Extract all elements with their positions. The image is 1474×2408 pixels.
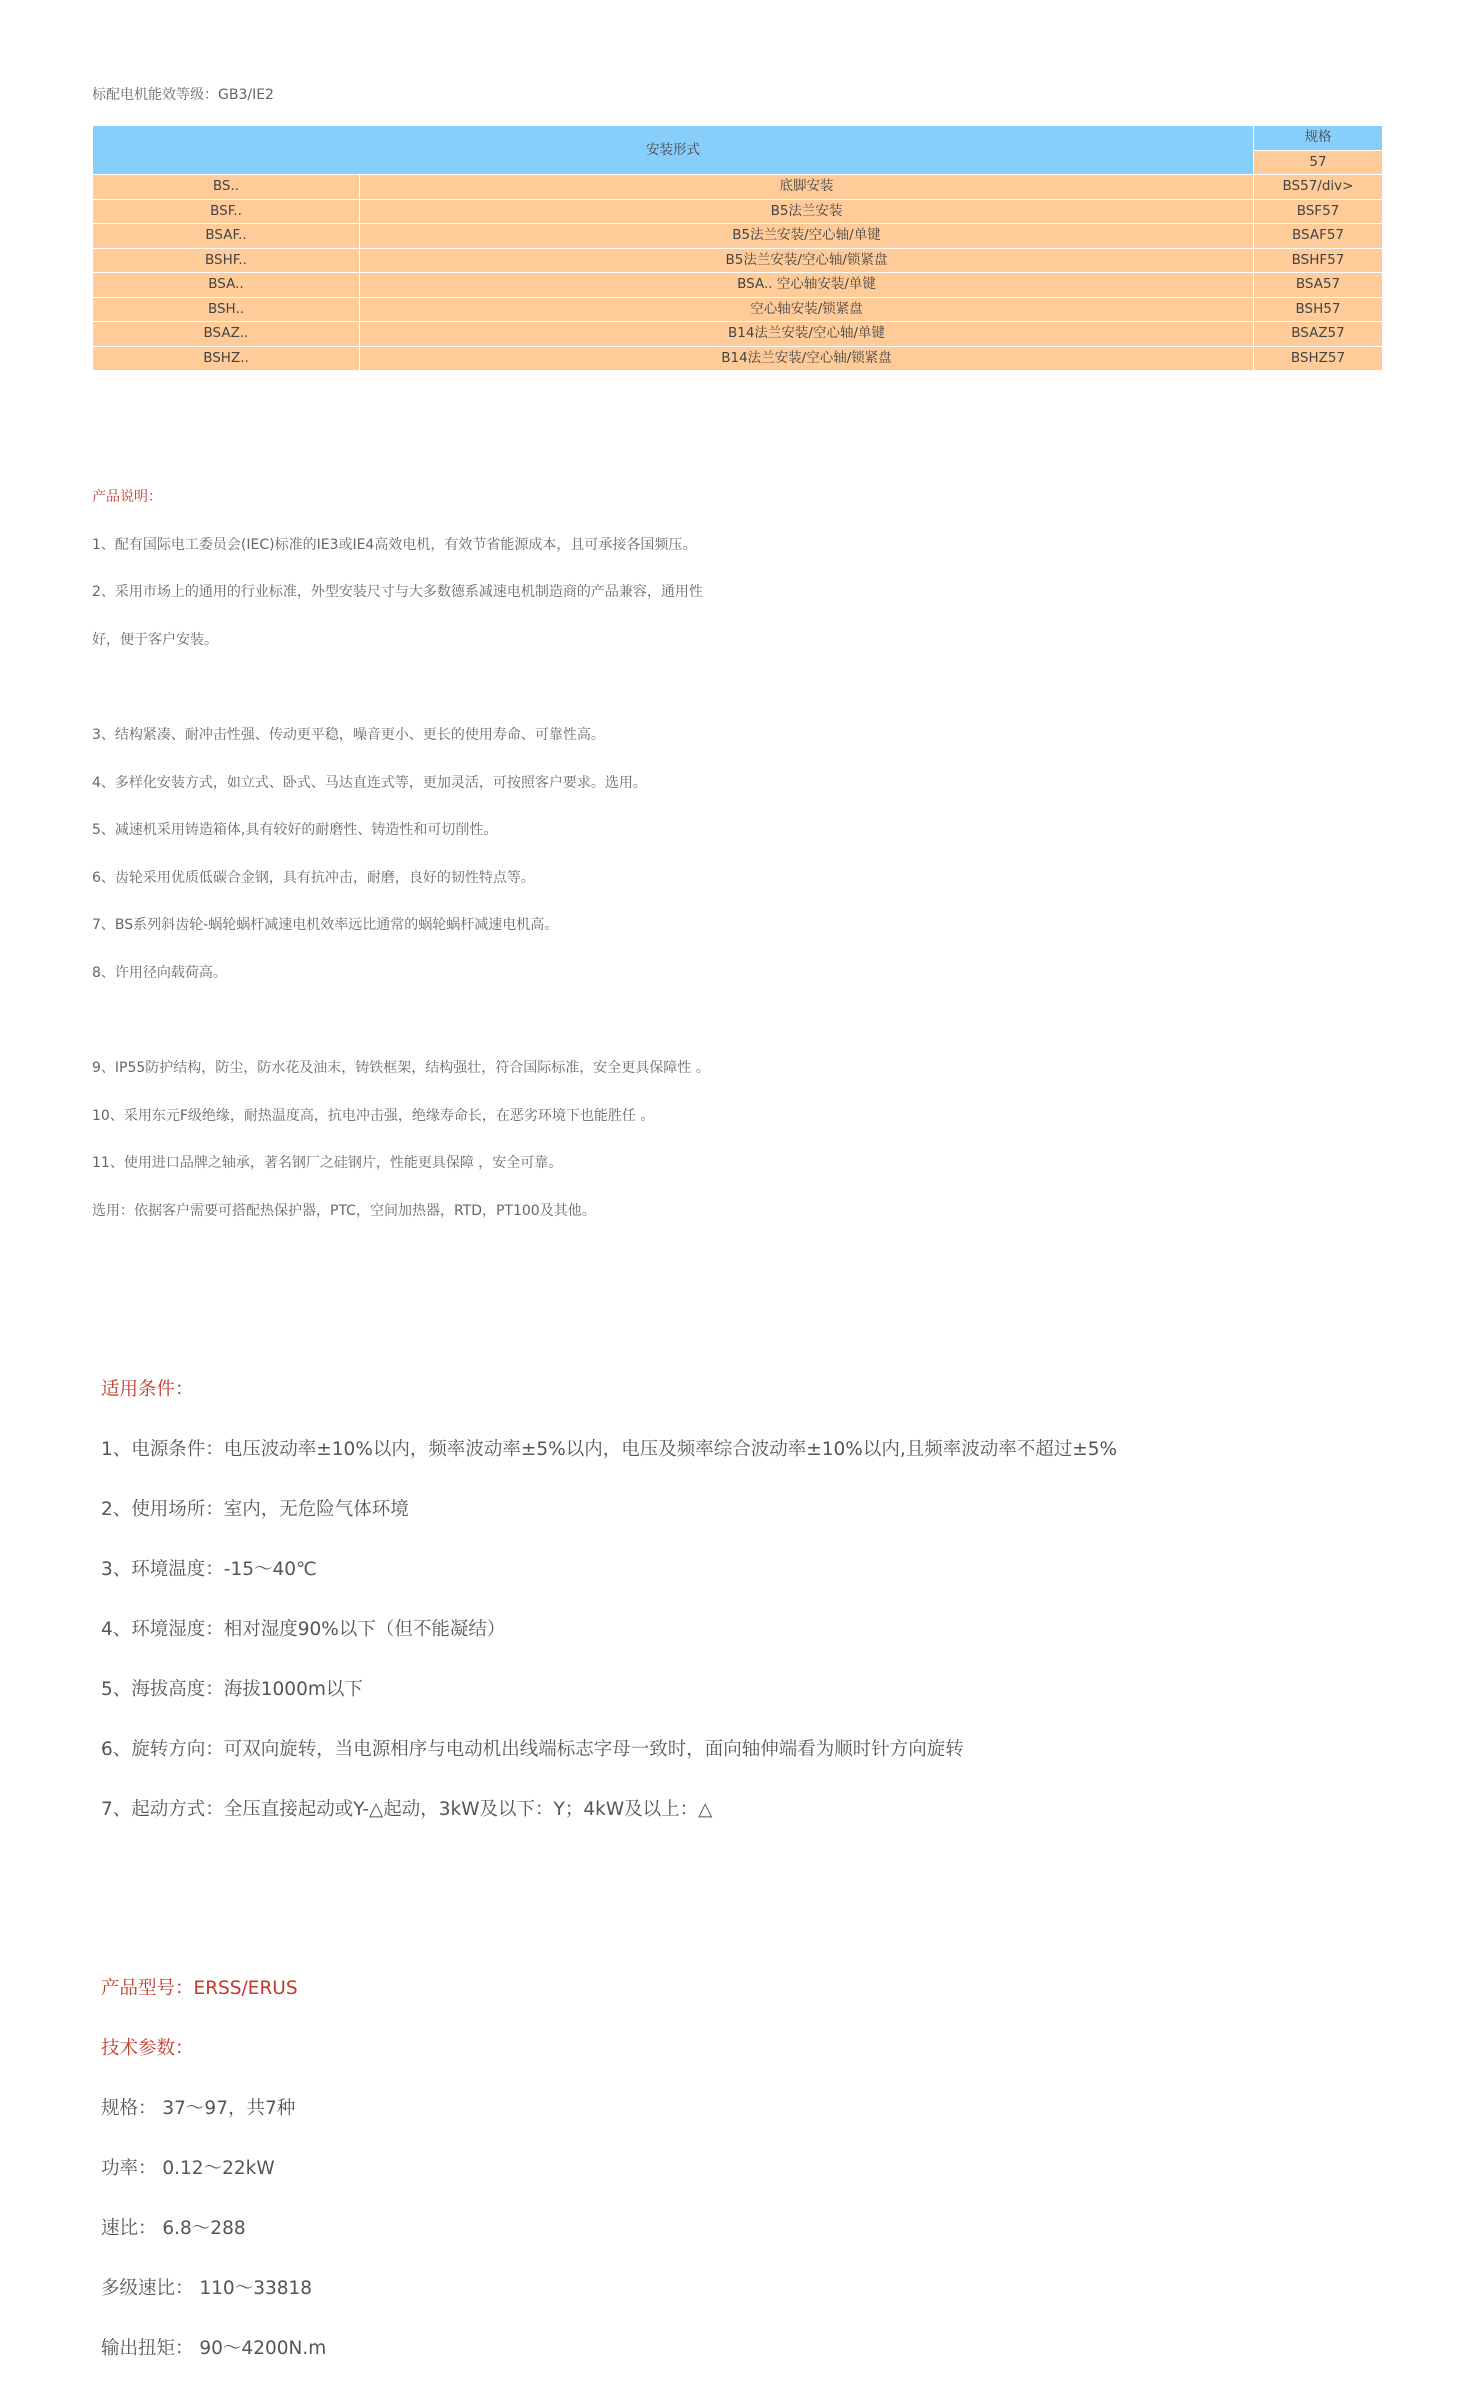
row-spec: BSAZ57 bbox=[1254, 322, 1383, 347]
row-code: BSH.. bbox=[93, 297, 360, 322]
row-desc: 空心轴安装/锁紧盘 bbox=[360, 297, 1254, 322]
description-item: 好，便于客户安装。 bbox=[92, 631, 218, 648]
row-spec: BSH57 bbox=[1254, 297, 1383, 322]
row-code: BSA.. bbox=[93, 273, 360, 298]
row-desc: B14法兰安装/空心轴/单键 bbox=[360, 322, 1254, 347]
description-item: 10、采用东元F级绝缘，耐热温度高，抗电冲击强，绝缘寿命长，在恶劣环境下也能胜任 。 bbox=[92, 1107, 655, 1124]
row-spec: BSHZ57 bbox=[1254, 346, 1383, 371]
row-spec: BSF57 bbox=[1254, 199, 1383, 224]
table-row bbox=[93, 322, 1383, 347]
tech-params-title: 技术参数： bbox=[101, 2038, 194, 2059]
condition-item: 3、环境温度：-15～40℃ bbox=[101, 1559, 317, 1580]
conditions-title: 适用条件： bbox=[101, 1379, 194, 1400]
table-row bbox=[93, 224, 1383, 249]
row-code: BSF.. bbox=[93, 199, 360, 224]
product-model-title: 产品型号：ERSS/ERUS bbox=[101, 1978, 298, 1999]
row-spec: BSA57 bbox=[1254, 273, 1383, 298]
row-spec: BSAF57 bbox=[1254, 224, 1383, 249]
description-item: 选用：依据客户需要可搭配热保护器，PTC，空间加热器，RTD，PT100及其他。 bbox=[92, 1202, 596, 1219]
header-install-form: 安装形式 bbox=[93, 126, 1254, 175]
table-row bbox=[93, 346, 1383, 371]
row-desc: 底脚安装 bbox=[360, 175, 1254, 200]
row-code: BSHF.. bbox=[93, 248, 360, 273]
row-spec: BSHF57 bbox=[1254, 248, 1383, 273]
tech-param-item: 速比： 6.8～288 bbox=[101, 2218, 246, 2239]
row-spec: BS57/div> bbox=[1254, 175, 1383, 200]
row-code: BSAZ.. bbox=[93, 322, 360, 347]
row-desc: B14法兰安装/空心轴/锁紧盘 bbox=[360, 346, 1254, 371]
condition-item: 6、旋转方向：可双向旋转，当电源相序与电动机出线端标志字母一致时，面向轴伸端看为顺时针方向旋转 bbox=[101, 1739, 964, 1760]
condition-item: 4、环境湿度：相对湿度90%以下（但不能凝结） bbox=[101, 1619, 506, 1640]
description-item: 9、IP55防护结构，防尘，防水花及油末，铸铁框架，结构强壮，符合国际标准，安全更具保障性 。 bbox=[92, 1060, 710, 1077]
row-code: BS.. bbox=[93, 175, 360, 200]
product-description-section bbox=[92, 487, 1292, 1249]
description-item: 8、许用径向载荷高。 bbox=[92, 964, 227, 981]
description-item: 1、配有国际电工委员会(IEC)标准的IE3或IE4高效电机，有效节省能源成本，且可承接各国频压。 bbox=[92, 536, 697, 553]
description-item: 4、多样化安装方式，如立式、卧式、马达直连式等，更加灵活，可按照客户要求。选用。 bbox=[92, 774, 647, 791]
row-code: BSAF.. bbox=[93, 224, 360, 249]
row-desc: B5法兰安装/空心轴/单键 bbox=[360, 224, 1254, 249]
description-item: 2、采用市场上的通用的行业标准，外型安装尺寸与大多数德系减速电机制造商的产品兼容，通用性 bbox=[92, 584, 703, 601]
condition-item: 5、海拔高度：海拔1000m以下 bbox=[101, 1679, 363, 1700]
description-item: 5、减速机采用铸造箱体,具有较好的耐磨性、铸造性和可切削性。 bbox=[92, 822, 498, 839]
row-desc: B5法兰安装 bbox=[360, 199, 1254, 224]
table-row bbox=[93, 248, 1383, 273]
mounting-spec-table bbox=[92, 125, 1383, 371]
application-conditions-section bbox=[101, 1378, 1401, 1858]
header-size: 57 bbox=[1254, 150, 1383, 175]
condition-item: 2、使用场所：室内，无危险气体环境 bbox=[101, 1499, 409, 1520]
description-item: 6、齿轮采用优质低碳合金钢，具有抗冲击，耐磨，良好的韧性特点等。 bbox=[92, 869, 535, 886]
row-desc: BSA.. 空心轴安装/单键 bbox=[360, 273, 1254, 298]
product-description-title: 产品说明： bbox=[92, 489, 162, 505]
table-row bbox=[93, 199, 1383, 224]
row-desc: B5法兰安装/空心轴/锁紧盘 bbox=[360, 248, 1254, 273]
erss-section bbox=[101, 1977, 1401, 2397]
header-spec: 规格 bbox=[1254, 126, 1383, 151]
description-item: 11、使用进口品牌之轴承，著名钢厂之硅钢片，性能更具保障 ，安全可靠。 bbox=[92, 1155, 563, 1172]
condition-item: 7、起动方式：全压直接起动或Y-△起动，3kW及以下：Y；4kW及以上：△ bbox=[101, 1799, 713, 1820]
condition-item: 1、电源条件：电压波动率±10%以内，频率波动率±5%以内，电压及频率综合波动率±10%以内,且频率波动率不超过±5% bbox=[101, 1439, 1118, 1460]
row-code: BSHZ.. bbox=[93, 346, 360, 371]
tech-param-item: 功率： 0.12～22kW bbox=[101, 2158, 275, 2179]
tech-param-item: 多级速比： 110～33818 bbox=[101, 2278, 313, 2299]
table-row bbox=[93, 297, 1383, 322]
table-row bbox=[93, 273, 1383, 298]
tech-param-item: 输出扭矩： 90～4200N.m bbox=[101, 2338, 327, 2359]
tech-param-item: 规格： 37～97，共7种 bbox=[101, 2098, 296, 2119]
motor-efficiency-note: 标配电机能效等级：GB3/IE2 bbox=[92, 87, 274, 103]
description-item: 3、结构紧凑、耐冲击性强、传动更平稳，噪音更小、更长的使用寿命、可靠性高。 bbox=[92, 726, 605, 743]
description-item: 7、BS系列斜齿轮-蜗轮蜗杆减速电机效率远比通常的蜗轮蜗杆减速电机高。 bbox=[92, 917, 559, 934]
table-row bbox=[93, 175, 1383, 200]
table-header-row bbox=[93, 126, 1383, 151]
